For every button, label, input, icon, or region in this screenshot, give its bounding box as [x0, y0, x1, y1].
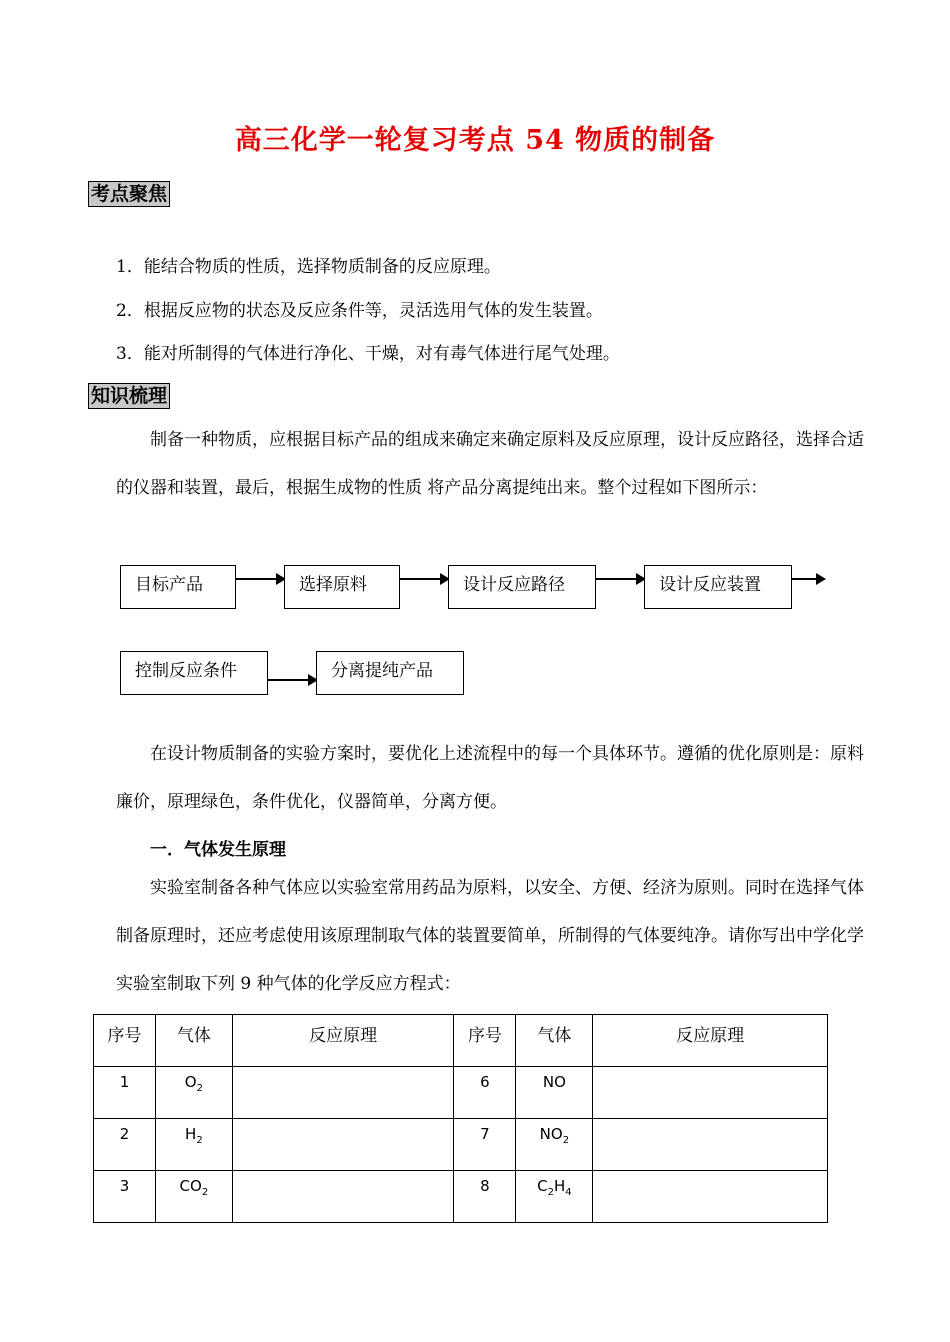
page-title: 高三化学一轮复习考点 54 物质的制备 [234, 125, 716, 156]
flow-arrow [268, 679, 316, 681]
reaction-cell[interactable] [232, 1067, 454, 1119]
row-number: 1 [94, 1067, 156, 1119]
reaction-cell[interactable] [232, 1171, 454, 1223]
table-header-row [94, 1015, 828, 1067]
row-number: 7 [454, 1119, 516, 1171]
row-number: 2 [94, 1119, 156, 1171]
goal-item: 2．根据反应物的状态及反应条件等，灵活选用气体的发生装置。 [116, 301, 603, 321]
flow-arrow [596, 578, 644, 580]
reaction-table [93, 1014, 828, 1223]
flow-step-select-materials: 选择原料 [284, 565, 400, 609]
header-cell: 序号 [94, 1015, 156, 1067]
flow-step-design-apparatus: 设计反应装置 [644, 565, 792, 609]
row-number: 3 [94, 1171, 156, 1223]
flow-arrow [400, 578, 448, 580]
reaction-cell[interactable] [593, 1067, 828, 1119]
flow-arrow [792, 578, 824, 580]
gas-cell: $O_2$ [155, 1067, 232, 1119]
reaction-cell[interactable] [593, 1119, 828, 1171]
gas-cell: $CO_2$ [155, 1171, 232, 1223]
reaction-cell[interactable] [593, 1171, 828, 1223]
table-row [94, 1171, 828, 1223]
header-cell: 反应原理 [593, 1015, 828, 1067]
gas-paragraph: 实验室制备各种气体应以实验室常用药品为原料，以安全、方便、经济为原则。同时在选择气体制备原理时，还应考虑使用该原理制取气体的装置要简单，所制得的气体要纯净。请你写出中学化学实验室制取下列 9 种气体的化学反应方程式： [116, 878, 864, 994]
header-cell: 气体 [155, 1015, 232, 1067]
gas-cell: $NO_2$ [516, 1119, 593, 1171]
goal-item: 3．能对所制得的气体进行净化、干燥，对有毒气体进行尾气处理。 [116, 344, 620, 364]
flow-arrow [236, 578, 284, 580]
goal-item: 1．能结合物质的性质，选择物质制备的反应原理。 [116, 257, 501, 277]
section-label-knowledge: 知识梳理 [88, 383, 170, 409]
flow-step-target-product: 目标产品 [120, 565, 236, 609]
gas-cell: $H_2$ [155, 1119, 232, 1171]
header-cell: 气体 [516, 1015, 593, 1067]
header-cell: 反应原理 [232, 1015, 454, 1067]
header-cell: 序号 [454, 1015, 516, 1067]
table-row [94, 1067, 828, 1119]
gas-cell: $C_2H_4$ [516, 1171, 593, 1223]
gas-cell: NO [516, 1067, 593, 1119]
subsection-heading: 一．气体发生原理 [150, 840, 286, 860]
flow-step-design-route: 设计反应路径 [448, 565, 596, 609]
section-label-focus: 考点聚焦 [88, 181, 170, 207]
principle-paragraph: 在设计物质制备的实验方案时，要优化上述流程中的每一个具体环节。遵循的优化原则是：原料廉价，原理绿色，条件优化，仪器简单，分离方便。 [116, 744, 864, 812]
row-number: 6 [454, 1067, 516, 1119]
flow-step-control-conditions: 控制反应条件 [120, 651, 268, 695]
intro-paragraph: 制备一种物质，应根据目标产品的组成来确定来确定原料及反应原理，设计反应路径，选择合适的仪器和装置，最后，根据生成物的性质 将产品分离提纯出来。整个过程如下图所示： [116, 430, 864, 498]
reaction-cell[interactable] [232, 1119, 454, 1171]
row-number: 8 [454, 1171, 516, 1223]
table-row [94, 1119, 828, 1171]
flow-step-separate-purify: 分离提纯产品 [316, 651, 464, 695]
